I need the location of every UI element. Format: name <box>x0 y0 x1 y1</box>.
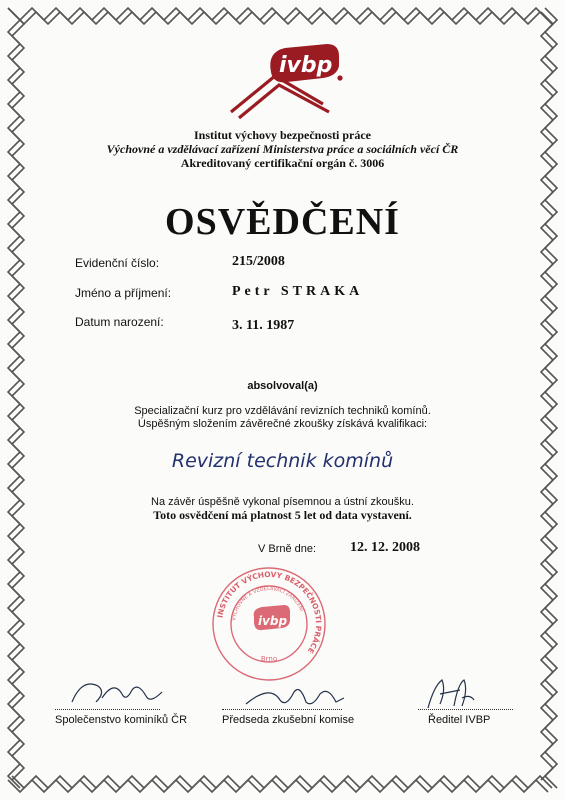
field-label-name: Jméno a příjmení: <box>75 286 172 300</box>
signature-chimney-sweeps <box>62 672 172 712</box>
ivbp-logo-icon <box>227 42 349 124</box>
signature-label-director: Ředitel IVBP <box>428 714 491 726</box>
qualification-title: Revizní technik komínů <box>171 450 394 472</box>
signature-line-right <box>418 709 513 710</box>
field-value-evidence-number: 215/2008 <box>232 254 285 269</box>
field-label-evidence-number: Evidenční číslo: <box>75 256 160 270</box>
issue-place-label: V Brně dne: <box>258 543 317 555</box>
course-description: Specializační kurz pro vzdělávání revizních techniků komínů. <box>134 405 431 417</box>
signature-line-center <box>222 709 342 710</box>
issue-date: 12. 12. 2008 <box>350 540 420 555</box>
accreditation-line: Akreditovaný certifikační orgán č. 3006 <box>180 156 385 170</box>
signature-commission-chair <box>240 680 350 712</box>
institute-subtitle: Výchovné a vzdělávací zařízení Ministerstva práce a sociálních věcí ČR <box>106 142 459 156</box>
signature-director <box>420 676 480 712</box>
certificate-title: OSVĚDČENÍ <box>165 201 400 243</box>
signature-line-left <box>55 709 160 710</box>
signature-label-commission-chair: Předseda zkušební komise <box>222 714 355 726</box>
svg-text:ivbp: ivbp <box>258 614 288 628</box>
field-label-birth-date: Datum narození: <box>75 315 164 329</box>
official-stamp <box>210 565 328 683</box>
svg-text:VÝCHOVNÉ A VZDĚLÁVACÍ ZAŘÍZENÍ: VÝCHOVNÉ A VZDĚLÁVACÍ ZAŘÍZENÍ <box>231 585 305 622</box>
exam-result-text: Úspěšným složením závěrečné zkoušky získává kvalifikaci: <box>137 418 428 430</box>
svg-text:Brno: Brno <box>260 655 278 663</box>
svg-text:ivbp: ivbp <box>279 53 333 78</box>
signature-label-chimney-sweeps: Společenstvo kominíků ČR <box>55 714 188 726</box>
completed-label: absolvoval(a) <box>247 380 318 392</box>
institute-name: Institut výchovy bezpečnosti práce <box>194 128 371 142</box>
field-value-birth-date: 3. 11. 1987 <box>232 318 295 333</box>
exam-note: Na závěr úspěšně vykonal písemnou a ústní zkoušku. <box>151 496 414 508</box>
field-value-name: Petr STRAKA <box>232 284 364 299</box>
validity-note: Toto osvědčení má platnost 5 let od data vystavení. <box>153 508 412 522</box>
svg-text:INSTITUT VÝCHOVY BEZPEČNOSTI P: INSTITUT VÝCHOVY BEZPEČNOSTI PRÁCE <box>215 569 324 655</box>
